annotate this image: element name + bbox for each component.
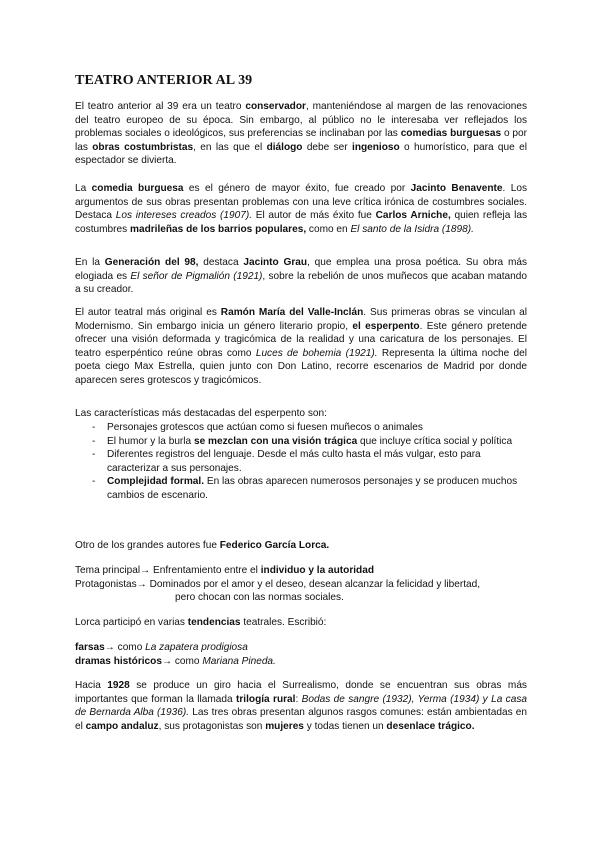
list-item: - Complejidad formal. En las obras aparecen numerosos personajes y se producen muchos cambios de escenario. bbox=[92, 476, 518, 501]
paragraph-generacion-98: En la Generación del 98, destaca Jacinto Grau, que emplea una prosa poética. Su obra más elogiada es El señor de Pigmalión (1921), sobre la rebelión de unos muñecos que acaban matando a su creador. bbox=[75, 257, 528, 296]
tema-line: Tema principal→ Enfrentamiento entre el individuo y la autoridad bbox=[75, 565, 375, 576]
protagonistas-line: Protagonistas→ Dominados por el amor y el deseo, desean alcanzar la felicidad y libertad, bbox=[75, 578, 481, 590]
paragraph-comedia-burguesa: La comedia burguesa es el género de mayor éxito, fue creado por Jacinto Benavente. Los argumentos de sus obras presentan problemas con una leve crítica irónica de costumbres sociales. Destaca Los intereses creados (1907). El autor de más éxito fue Carlos Arniche, quien refleja las costumbres madrileñas de los barrios populares, como en El santo de la Isidra (1898). bbox=[75, 183, 527, 235]
esperpento-list bbox=[75, 421, 527, 503]
list-item: - El humor y la burla se mezclan con una visión trágica que incluye crítica social y política bbox=[92, 435, 513, 447]
dramas-line: dramas históricos→ como Mariana Pineda. bbox=[75, 655, 276, 667]
page-title: TEATRO ANTERIOR AL 39 bbox=[75, 73, 253, 88]
paragraph-intro: El teatro anterior al 39 era un teatro conservador, manteniéndose al margen de las renovaciones del teatro europeo de su época. Sin embargo, al público no le interesaba ver reflejados los problemas sociales o ideológicos, sus preferencias se inclinaban por las comedias burguesas o por las obras costumbristas, en las que el diálogo debe ser ingenioso o humorístico, para que el espectador se divierta. bbox=[75, 101, 528, 167]
list-item: - Personajes grotescos que actúan como si fuesen muñecos o animales bbox=[92, 422, 423, 433]
lorca-tema-protagonistas bbox=[75, 564, 527, 605]
farsas-line: farsas→ como La zapatera prodigiosa bbox=[75, 642, 248, 653]
paragraph-valle-inclan: El autor teatral más original es Ramón María del Valle-Inclán. Sus primeras obras se vinculan al Modernismo. Sin embargo inicia un género literario propio, el esperpento. Este género pretende ofrecer una visión deformada y tragicómica de la realidad y una caricatura de los personajes. El teatro esperpéntico reúne obras como Luces de bohemia (1921). Representa la última noche del poeta ciego Max Estrella, quien junto con Don Latino, recorre escenarios de Madrid por donde aparecen seres grotescos y tragicómicos. bbox=[75, 307, 527, 386]
paragraph-tendencias: Lorca participó en varias tendencias teatrales. Escribió: bbox=[75, 617, 327, 628]
protagonistas-line-cont: pero chocan con las normas sociales. bbox=[175, 592, 344, 604]
paragraph-surrealismo: Hacia 1928 se produce un giro hacia el Surrealismo, donde se encuentran sus obras más importantes que forman la llamada trilogía rural: Bodas de sangre (1932), Yerma (1934) y La casa de Bernarda Alba (1936). Las tres obras presentan algunos rasgos comunes: están ambientadas en el campo andaluz, sus protagonistas son mujeres y todas tienen un desenlace trágico. bbox=[75, 680, 528, 732]
paragraph-caracteristicas: Las características más destacadas del esperpento son: bbox=[75, 408, 327, 419]
list-item: - Diferentes registros del lenguaje. Desde el más culto hasta el más vulgar, esto para caracterizar a sus personajes. bbox=[92, 449, 481, 474]
paragraph-lorca: Otro de los grandes autores fue Federico García Lorca. bbox=[75, 540, 330, 551]
lorca-obras bbox=[75, 641, 527, 668]
